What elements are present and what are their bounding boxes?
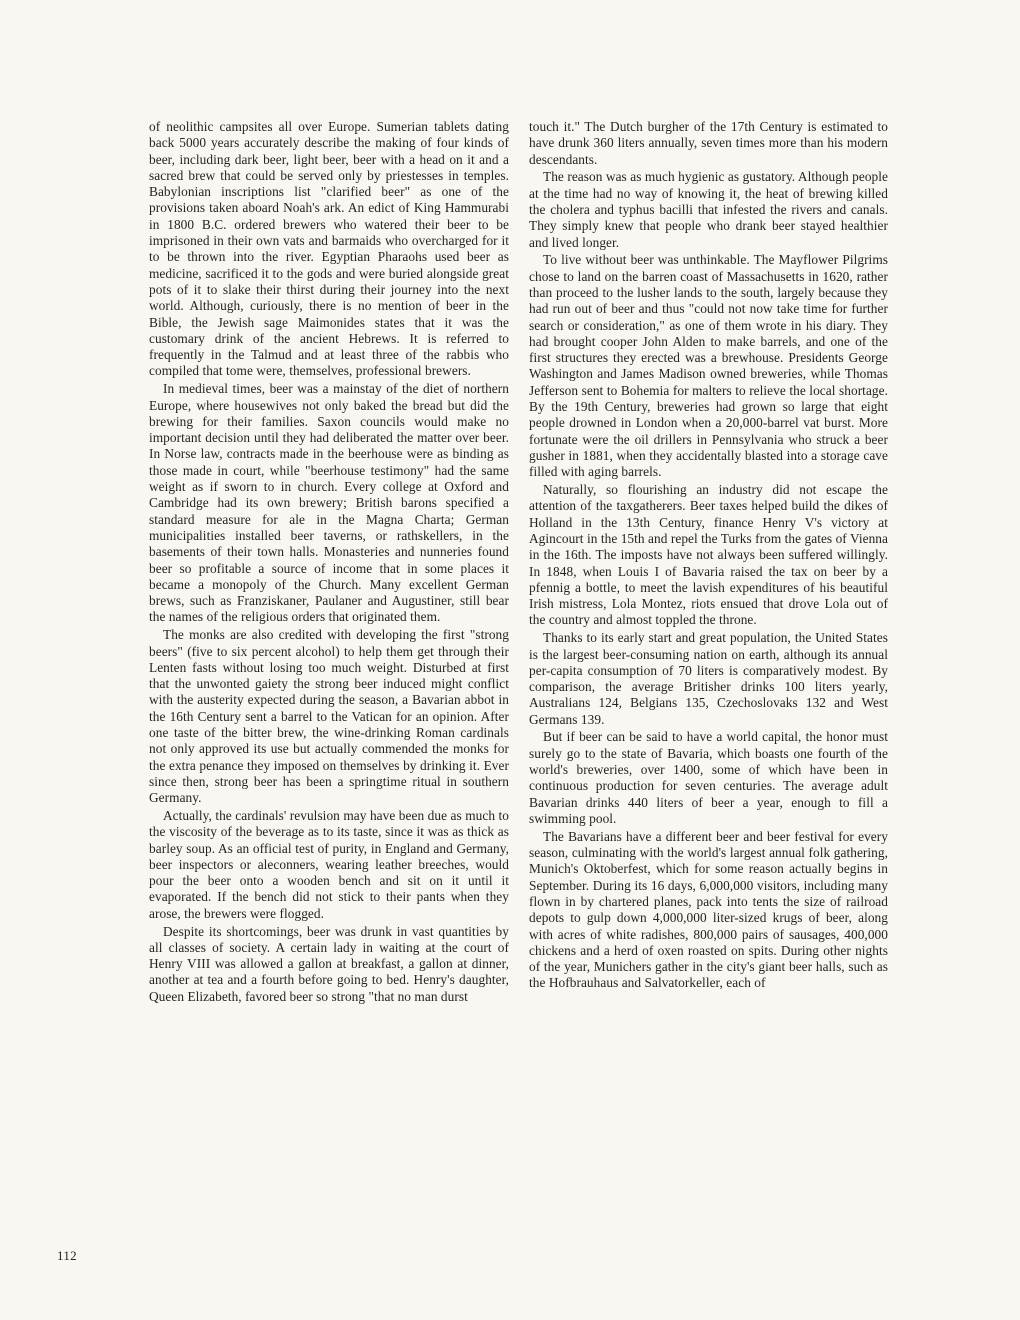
paragraph: Thanks to its early start and great population, the United States is the largest beer-consuming nation on earth, although its annual per-capita consumption of 70 liters is comparatively modest. By comparison, the average Britisher drinks 100 liters yearly, Australians 124, Belgians 135, Czechoslovaks 132 and West Germans 139. xyxy=(529,630,888,727)
text-column-right xyxy=(529,119,888,993)
paragraph: touch it." The Dutch burgher of the 17th Century is estimated to have drunk 360 liters annually, seven times more than his modern descendants. xyxy=(529,119,888,167)
paragraph: The reason was as much hygienic as gustatory. Although people at the time had no way of knowing it, the heat of brewing killed the cholera and typhus bacilli that infested the rivers and canals. They simply knew that people who drank beer stayed healthier and lived longer. xyxy=(529,169,888,250)
paragraph: The Bavarians have a different beer and beer festival for every season, culminating with the world's largest annual folk gathering, Munich's Oktoberfest, which for some reason actually begins in September. During its 16 days, 6,000,000 visitors, including many flown in by chartered planes, pack into tents the size of railroad depots to gulp down 4,000,000 liter-sized krugs of beer, along with acres of white radishes, 800,000 pairs of sausages, 400,000 chickens and a herd of oxen roasted on spits. During other nights of the year, Munichers gather in the city's giant beer halls, such as the Hofbrauhaus and Salvatorkeller, each of xyxy=(529,828,888,991)
paragraph: Despite its shortcomings, beer was drunk in vast quantities by all classes of society. A certain lady in waiting at the court of Henry VIII was allowed a gallon at breakfast, a gallon at dinner, another at tea and a fourth before going to bed. Henry's daughter, Queen Elizabeth, favored beer so strong "that no man durst xyxy=(149,923,509,1004)
paragraph: To live without beer was unthinkable. The Mayflower Pilgrims chose to land on the barren coast of Massachusetts in 1620, rather than proceed to the lusher lands to the south, largely because they had run out of beer and thus "could not now take time for further search or consideration," as one of them wrote in his diary. They had brought cooper John Alden to make barrels, and one of the first structures they erected was a brewhouse. Presidents George Washington and James Madison owned breweries, while Thomas Jefferson sent to Bohemia for malters to relieve the local shortage. By the 19th Century, breweries had grown so large that eight people drowned in London when a 20,000-barrel vat burst. More fortunate were the oil drillers in Pennsylvania who struck a beer gusher in 1881, when they accidentally blasted into a storage cave filled with aging barrels. xyxy=(529,252,888,480)
paragraph: The monks are also credited with developing the first "strong beers" (five to six percent alcohol) to help them get through their Lenten fasts without losing too much weight. Disturbed at first that the unwonted gaiety the strong beer induced might conflict with the austerity expected during the season, a Bavarian abbot in the 16th Century sent a barrel to the Vatican for an opinion. After one taste of the bitter brew, the wine-drinking Roman cardinals not only approved its use but actually commended the monks for the extra penance they imposed on themselves by drinking it. Ever since then, strong beer has been a springtime ritual in southern Germany. xyxy=(149,627,509,806)
text-column-left xyxy=(149,119,509,1007)
paragraph: In medieval times, beer was a mainstay of the diet of northern Europe, where housewives not only baked the bread but did the brewing for their families. Saxon councils would make no important decision until they had deliberated the matter over beer. In Norse law, contracts made in the beerhouse were as binding as those made in court, while "beerhouse testimony" had the same weight as if sworn to in church. Every college at Oxford and Cambridge had its own brewery; British barons specified a standard measure for ale in the Magna Charta; German municipalities installed beer taverns, or rathskellers, in the basements of their town halls. Monasteries and nunneries found beer so profitable a source of income that in some places it became a monopoly of the Church. Many excellent German brews, such as Franziskaner, Paulaner and Augustiner, still bear the names of the religious orders that originated them. xyxy=(149,381,509,625)
paragraph: But if beer can be said to have a world capital, the honor must surely go to the state of Bavaria, which boasts one fourth of the world's breweries, over 1400, some of which have been in continuous production for seven centuries. The average adult Bavarian drinks 440 liters of beer a year, enough to fill a swimming pool. xyxy=(529,729,888,826)
paragraph: Actually, the cardinals' revulsion may have been due as much to the viscosity of the beverage as to its taste, since it was as thick as barley soup. As an official test of purity, in England and Germany, beer inspectors or aleconners, wearing leather breeches, would pour the beer onto a wooden bench and sit on it until it evaporated. If the bench did not stick to their pants when they arose, the brewers were flogged. xyxy=(149,807,509,921)
page-number: 112 xyxy=(57,1248,77,1263)
paragraph: of neolithic campsites all over Europe. Sumerian tablets dating back 5000 years accurately describe the making of four kinds of beer, including dark beer, light beer, beer with a head on it and a sacred brew that could be served only by priestesses in temples. Babylonian inscriptions list "clarified beer" as one of the provisions taken aboard Noah's ark. An edict of King Hammurabi in 1800 B.C. ordered brewers who watered their beer to be imprisoned in their own vats and barmaids who overcharged for it to be thrown into the river. Egyptian Pharaohs used beer as medicine, sacrificed it to the gods and were buried alongside great pots of it to slake their thirst during their journey into the next world. Although, curiously, there is no mention of beer in the Bible, the Jewish sage Maimonides states that it was the customary drink of the ancient Hebrews. It is referred to frequently in the Talmud and at least three of the rabbis who compiled that tome were, themselves, professional brewers. xyxy=(149,119,509,379)
paragraph: Naturally, so flourishing an industry did not escape the attention of the taxgatherers. Beer taxes helped build the dikes of Holland in the 13th Century, finance Henry V's victory at Agincourt in the 15th and repel the Turks from the gates of Vienna in the 16th. The imposts have not always been suffered willingly. In 1848, when Louis I of Bavaria raised the tax on beer by a pfennig a bottle, to meet the lavish expenditures of his beautiful Irish mistress, Lola Montez, riots ensued that drove Lola out of the country and almost toppled the throne. xyxy=(529,482,888,628)
